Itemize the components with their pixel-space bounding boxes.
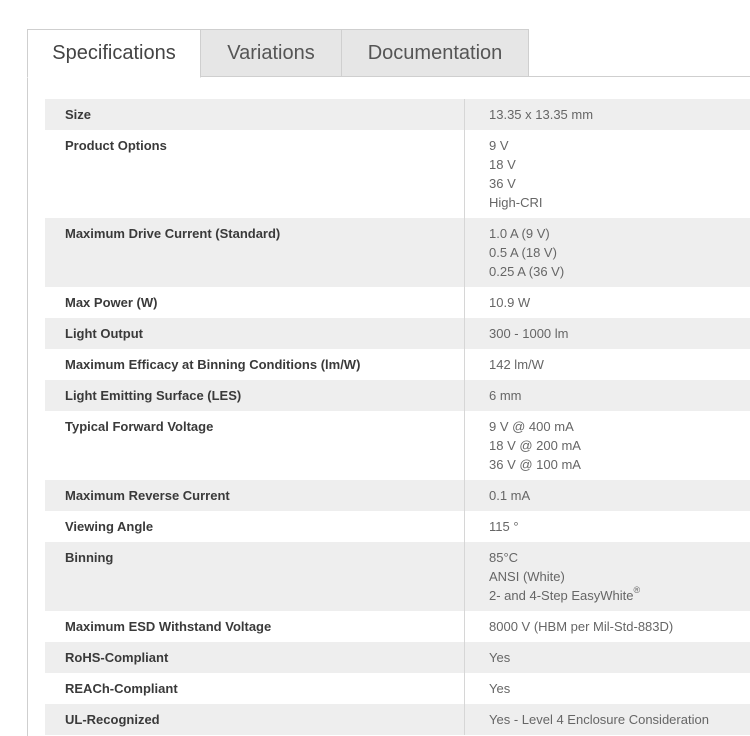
spec-value	[465, 511, 750, 542]
table-row	[45, 218, 750, 287]
registered-mark: ®	[634, 585, 641, 595]
spec-value-line	[489, 262, 750, 281]
table-row	[45, 673, 750, 704]
spec-value	[465, 218, 750, 287]
table-row	[45, 704, 750, 735]
spec-value-text: Yes	[489, 681, 510, 696]
specifications-panel	[27, 76, 750, 736]
spec-value-text: Yes - Level 4 Enclosure Consideration	[489, 712, 709, 727]
tab-documentation[interactable]: Documentation	[341, 29, 529, 77]
spec-value-line	[489, 517, 750, 536]
spec-label: Light Output	[45, 318, 465, 349]
spec-value-text: 142 lm/W	[489, 357, 544, 372]
spec-value-text: 300 - 1000 lm	[489, 326, 569, 341]
spec-value-line	[489, 710, 750, 729]
spec-value-text: Yes	[489, 650, 510, 665]
spec-value-line	[489, 567, 750, 586]
spec-value-line	[489, 648, 750, 667]
spec-value	[465, 611, 750, 642]
spec-value-line	[489, 136, 750, 155]
spec-value-line	[489, 155, 750, 174]
table-row	[45, 542, 750, 611]
spec-value-line	[489, 617, 750, 636]
spec-value-line	[489, 679, 750, 698]
spec-value-text: 1.0 A (9 V)	[489, 226, 550, 241]
table-row	[45, 480, 750, 511]
spec-value-text: 0.5 A (18 V)	[489, 245, 557, 260]
spec-value-text: ANSI (White)	[489, 569, 565, 584]
spec-value-line	[489, 355, 750, 374]
spec-value-text: 115 °	[489, 519, 519, 534]
spec-value-line	[489, 174, 750, 193]
spec-value-text: 36 V	[489, 176, 516, 191]
table-row	[45, 511, 750, 542]
spec-value-text: 0.1 mA	[489, 488, 530, 503]
spec-value	[465, 130, 750, 218]
spec-value-text: 2- and 4-Step EasyWhite	[489, 588, 634, 603]
spec-value	[465, 380, 750, 411]
spec-value-text: 8000 V (HBM per Mil-Std-883D)	[489, 619, 673, 634]
spec-value-text: 85°C	[489, 550, 518, 565]
spec-value-line	[489, 224, 750, 243]
spec-value-line	[489, 293, 750, 312]
spec-value-text: 6 mm	[489, 388, 522, 403]
table-row	[45, 287, 750, 318]
spec-value-text: 9 V	[489, 138, 509, 153]
spec-label: Maximum Drive Current (Standard)	[45, 218, 465, 287]
spec-value-text: 9 V @ 400 mA	[489, 419, 574, 434]
spec-value	[465, 287, 750, 318]
spec-value	[465, 99, 750, 130]
spec-value-text: 0.25 A (36 V)	[489, 264, 564, 279]
spec-value	[465, 349, 750, 380]
spec-value-line	[489, 436, 750, 455]
spec-label: Binning	[45, 542, 465, 611]
table-row	[45, 130, 750, 218]
table-row	[45, 611, 750, 642]
spec-value-line	[489, 386, 750, 405]
spec-value	[465, 673, 750, 704]
spec-value	[465, 542, 750, 611]
table-row	[45, 411, 750, 480]
spec-value-line	[489, 193, 750, 212]
spec-value-line	[489, 105, 750, 124]
spec-value-text: 36 V @ 100 mA	[489, 457, 581, 472]
spec-label: Maximum Efficacy at Binning Conditions (lm/W)	[45, 349, 465, 380]
tab-variations[interactable]: Variations	[200, 29, 342, 77]
tab-specifications[interactable]: Specifications	[27, 29, 201, 78]
spec-value-text: 18 V	[489, 157, 516, 172]
spec-label: UL-Recognized	[45, 704, 465, 735]
tab-bar	[27, 29, 529, 77]
spec-value-line	[489, 417, 750, 436]
spec-value-text: 10.9 W	[489, 295, 530, 310]
spec-value-text: 13.35 x 13.35 mm	[489, 107, 593, 122]
spec-label: Product Options	[45, 130, 465, 218]
spec-value-line	[489, 486, 750, 505]
spec-label: Size	[45, 99, 465, 130]
spec-value-text: High-CRI	[489, 195, 542, 210]
spec-label: Max Power (W)	[45, 287, 465, 318]
spec-value-line	[489, 324, 750, 343]
spec-value-text: 18 V @ 200 mA	[489, 438, 581, 453]
spec-value	[465, 642, 750, 673]
spec-label: REACh-Compliant	[45, 673, 465, 704]
spec-value	[465, 318, 750, 349]
spec-label: RoHS-Compliant	[45, 642, 465, 673]
spec-value	[465, 411, 750, 480]
specifications-table	[45, 99, 750, 735]
spec-value-line	[489, 586, 750, 605]
spec-label: Maximum ESD Withstand Voltage	[45, 611, 465, 642]
spec-value	[465, 480, 750, 511]
spec-label: Typical Forward Voltage	[45, 411, 465, 480]
spec-value	[465, 704, 750, 735]
table-row	[45, 99, 750, 130]
table-row	[45, 642, 750, 673]
table-row	[45, 380, 750, 411]
table-row	[45, 349, 750, 380]
spec-label: Light Emitting Surface (LES)	[45, 380, 465, 411]
spec-value-line	[489, 548, 750, 567]
spec-value-line	[489, 455, 750, 474]
spec-value-line	[489, 243, 750, 262]
spec-label: Maximum Reverse Current	[45, 480, 465, 511]
table-row	[45, 318, 750, 349]
spec-label: Viewing Angle	[45, 511, 465, 542]
